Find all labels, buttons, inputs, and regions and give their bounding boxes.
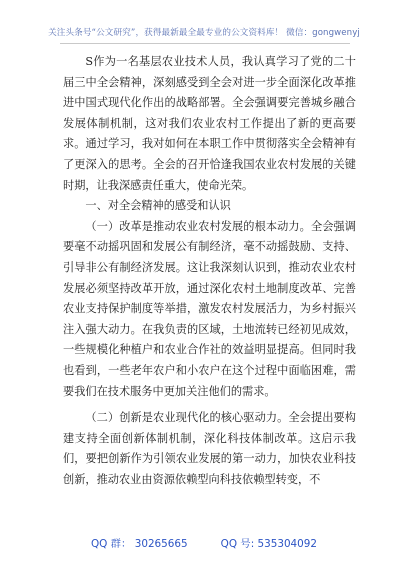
paragraph-innovation: （二）创新是农业现代化的核心驱动力。全会提出要构建支持全面创新体制机制，深化科技体制改革。这启示我们，要把创新作为引领农业发展的第一动力，加快农业科技创新，推动农业由资源依赖型向科技依赖型转变，不 <box>63 411 356 486</box>
section-heading: 一、对全会精神的感受和认识 <box>85 199 231 213</box>
header-divider <box>60 43 350 44</box>
document-body <box>63 52 356 490</box>
paragraph-reform: （一）改革是推动农业农村发展的根本动力。全会强调要毫不动摇巩固和发展公有制经济，毫不动摇鼓励、支持、引导非公有制经济发展。这让我深刻认识到，推动农业农村发展必须坚持改革开放，通过深化农村土地制度改革、完善农业支持保护制度等举措，激发农村发展活力，为乡村振兴注入强大动力。在我负责的区域，土地流转已经初见成效，一些规模化种植户和农业合作社的效益明显提高。但同时我也看到，一些老年农户和小农户在这个过程中面临困难，需要我们在技术服务中更加关注他们的需求。 <box>63 219 356 398</box>
header-banner: 关注头条号“公文研究”，获得最新最全最专业的公文资料库！ 微信：gongwenyj <box>48 28 360 38</box>
footer-contact: QQ 群： 30265665 QQ 号: 535304092 <box>90 538 317 550</box>
intro-paragraph: S作为一名基层农业技术人员，我认真学习了党的二十届三中全会精神，深刻感受到全会对进一步全面深化改革推进中国式现代化作出的战略部署。全会强调要完善城乡融合发展体制机制，这对我们农业农村工作提出了新的更高要求。通过学习，我对如何在本职工作中贯彻落实全会精神有了更深入的思考。全会的召开恰逢我国农业农村发展的关键时期，让我深感责任重大，使命光荣。 <box>63 55 356 192</box>
